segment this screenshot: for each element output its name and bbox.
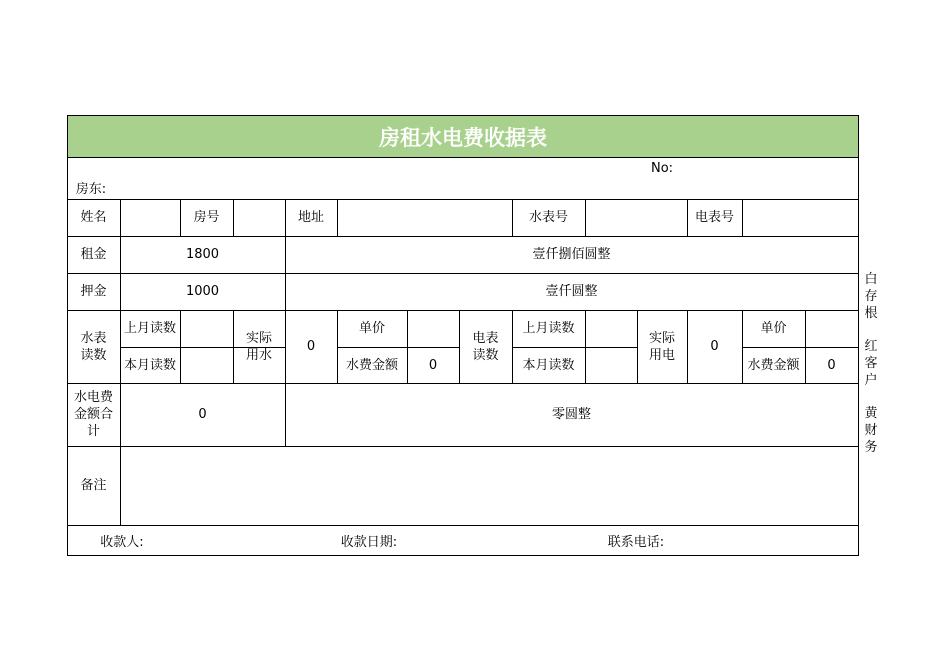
water-actual-label: 实际 用水 bbox=[245, 330, 272, 363]
water-actual-value: 0 bbox=[306, 339, 316, 354]
elec-meter-no-label: 电表号 bbox=[694, 210, 734, 225]
room-value-cell[interactable] bbox=[233, 199, 285, 236]
total-label: 水电费 金额合 计 bbox=[73, 390, 113, 439]
water-last-reading-label: 上月读数 bbox=[123, 321, 176, 336]
form-title: 房租水电费收据表 bbox=[67, 115, 859, 158]
elec-last-reading-cell[interactable] bbox=[585, 310, 637, 347]
elec-meter-no-cell[interactable] bbox=[742, 199, 858, 236]
remarks-cell[interactable] bbox=[120, 446, 858, 525]
elec-actual-label: 实际 用电 bbox=[648, 330, 675, 363]
name-label: 姓名 bbox=[80, 210, 107, 225]
landlord-label: 房东: bbox=[75, 181, 107, 197]
phone-label: 联系电话: bbox=[607, 534, 665, 550]
side-note-yellow: 黄 财 务 bbox=[864, 406, 878, 455]
water-fee-label: 水费金额 bbox=[345, 357, 398, 373]
elec-fee-value: 0 bbox=[827, 357, 836, 373]
elec-this-reading-cell[interactable] bbox=[585, 347, 637, 383]
address-label: 地址 bbox=[297, 210, 324, 225]
total-value: 0 bbox=[198, 407, 207, 422]
side-note-red: 红 客 户 bbox=[864, 339, 878, 388]
deposit-value: 1000 bbox=[185, 284, 220, 299]
elec-unit-price-cell[interactable] bbox=[805, 310, 858, 347]
address-value-cell[interactable] bbox=[337, 199, 512, 236]
total-in-words: 零圆整 bbox=[551, 407, 591, 422]
elec-this-reading-label: 本月读数 bbox=[522, 357, 575, 373]
water-unit-price-label: 单价 bbox=[358, 321, 385, 336]
elec-fee-label: 水费金额 bbox=[747, 357, 800, 373]
elec-reading-label: 电表 读数 bbox=[472, 330, 499, 363]
water-unit-price-cell[interactable] bbox=[407, 310, 459, 347]
date-label: 收款日期: bbox=[340, 534, 398, 550]
elec-unit-price-label: 单价 bbox=[760, 321, 787, 336]
rent-in-words: 壹仟捌佰圆整 bbox=[532, 247, 611, 262]
elec-last-reading-label: 上月读数 bbox=[522, 321, 575, 336]
water-this-reading-cell[interactable] bbox=[180, 347, 233, 383]
water-reading-label: 水表 读数 bbox=[80, 330, 107, 363]
receipt-form bbox=[67, 115, 859, 556]
remarks-label: 备注 bbox=[80, 478, 107, 493]
name-value-cell[interactable] bbox=[120, 199, 180, 236]
elec-actual-value: 0 bbox=[710, 339, 719, 354]
side-note-white: 白 存 根 bbox=[864, 272, 878, 321]
water-fee-value: 0 bbox=[428, 357, 438, 373]
deposit-label: 押金 bbox=[80, 284, 107, 299]
receipt-no-label: No: bbox=[650, 160, 674, 176]
water-last-reading-cell[interactable] bbox=[180, 310, 233, 347]
rent-label: 租金 bbox=[80, 247, 107, 262]
payee-label: 收款人: bbox=[100, 534, 144, 550]
deposit-in-words: 壹仟圆整 bbox=[545, 284, 598, 299]
room-label: 房号 bbox=[193, 210, 220, 225]
water-meter-no-label: 水表号 bbox=[528, 210, 568, 225]
water-meter-no-cell[interactable] bbox=[585, 199, 687, 236]
water-this-reading-label: 本月读数 bbox=[123, 357, 176, 373]
rent-value: 1800 bbox=[185, 247, 220, 262]
